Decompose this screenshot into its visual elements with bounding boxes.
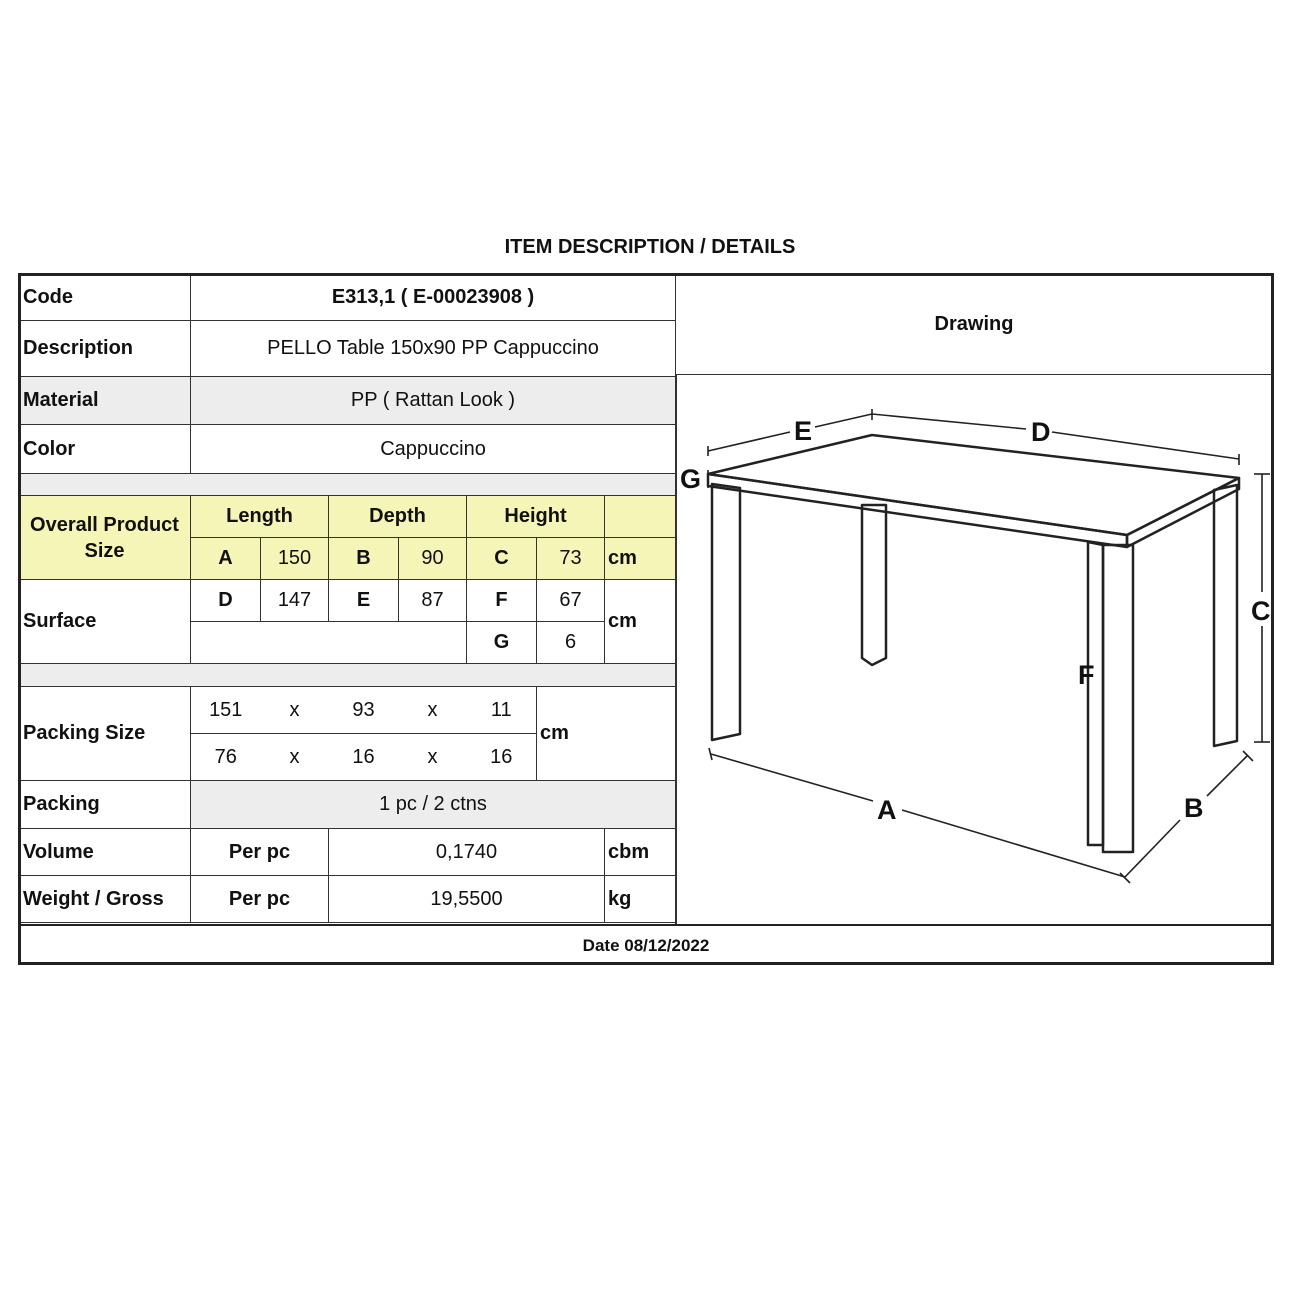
packing-size-value: 11 xyxy=(467,687,537,734)
dim-g-value: 6 xyxy=(537,622,605,664)
dim-label: E xyxy=(794,416,813,446)
material-label: Material xyxy=(19,377,191,425)
dim-f-label: F xyxy=(467,580,537,622)
dim-a-value: 150 xyxy=(261,538,329,580)
packing-size-value: 76 xyxy=(191,734,261,781)
packing-value: 1 pc / 2 ctns xyxy=(191,781,676,829)
dim-b-label: B xyxy=(329,538,399,580)
dim-c-value: 73 xyxy=(537,538,605,580)
code-value: E313,1 ( E-00023908 ) xyxy=(191,274,676,321)
dim-b-value: 90 xyxy=(399,538,467,580)
depth-header: Depth xyxy=(329,496,467,538)
surface-unit: cm xyxy=(605,580,676,664)
packing-size-value: 16 xyxy=(329,734,399,781)
weight-label: Weight / Gross xyxy=(19,876,191,923)
overall-size-label: Overall Product Size xyxy=(19,496,191,580)
packing-size-value: 93 xyxy=(329,687,399,734)
dim-a-label: A xyxy=(191,538,261,580)
packing-size-separator: x xyxy=(399,687,467,734)
material-value: PP ( Rattan Look ) xyxy=(191,377,676,425)
dim-e-label: E xyxy=(329,580,399,622)
packing-size-separator: x xyxy=(261,687,329,734)
volume-label: Volume xyxy=(19,829,191,876)
dim-label: B xyxy=(1184,793,1204,823)
packing-label: Packing xyxy=(19,781,191,829)
dim-g-label: G xyxy=(467,622,537,664)
packing-size-value: 151 xyxy=(191,687,261,734)
weight-value: 19,5500 xyxy=(329,876,605,923)
date-footer: Date 08/12/2022 xyxy=(18,924,1274,965)
height-header: Height xyxy=(467,496,605,538)
page-title: ITEM DESCRIPTION / DETAILS xyxy=(504,236,796,258)
dim-d-value: 147 xyxy=(261,580,329,622)
surface-label: Surface xyxy=(19,580,191,664)
code-label: Code xyxy=(19,274,191,321)
dim-f-value: 67 xyxy=(537,580,605,622)
packing-size-value: 16 xyxy=(467,734,537,781)
color-label: Color xyxy=(19,425,191,474)
dim-label: G xyxy=(680,464,702,494)
overall-unit: cm xyxy=(605,538,676,580)
dim-c-label: C xyxy=(467,538,537,580)
packing-size-label: Packing Size xyxy=(19,687,191,781)
dim-label: D xyxy=(1031,417,1051,447)
volume-unit: cbm xyxy=(605,829,676,876)
drawing-area xyxy=(675,375,1273,924)
dim-label: A xyxy=(877,795,897,825)
description-label: Description xyxy=(19,321,191,377)
dim-label: F xyxy=(1078,660,1095,690)
weight-per: Per pc xyxy=(191,876,329,923)
packing-size-separator: x xyxy=(261,734,329,781)
dim-label: C xyxy=(1251,596,1271,626)
drawing-title: Drawing xyxy=(675,275,1273,375)
description-value: PELLO Table 150x90 PP Cappuccino xyxy=(191,321,676,377)
packing-size-unit: cm xyxy=(537,687,676,781)
volume-value: 0,1740 xyxy=(329,829,605,876)
length-header: Length xyxy=(191,496,329,538)
color-value: Cappuccino xyxy=(191,425,676,474)
packing-size-separator: x xyxy=(399,734,467,781)
weight-unit: kg xyxy=(605,876,676,923)
dim-d-label: D xyxy=(191,580,261,622)
dim-e-value: 87 xyxy=(399,580,467,622)
volume-per: Per pc xyxy=(191,829,329,876)
